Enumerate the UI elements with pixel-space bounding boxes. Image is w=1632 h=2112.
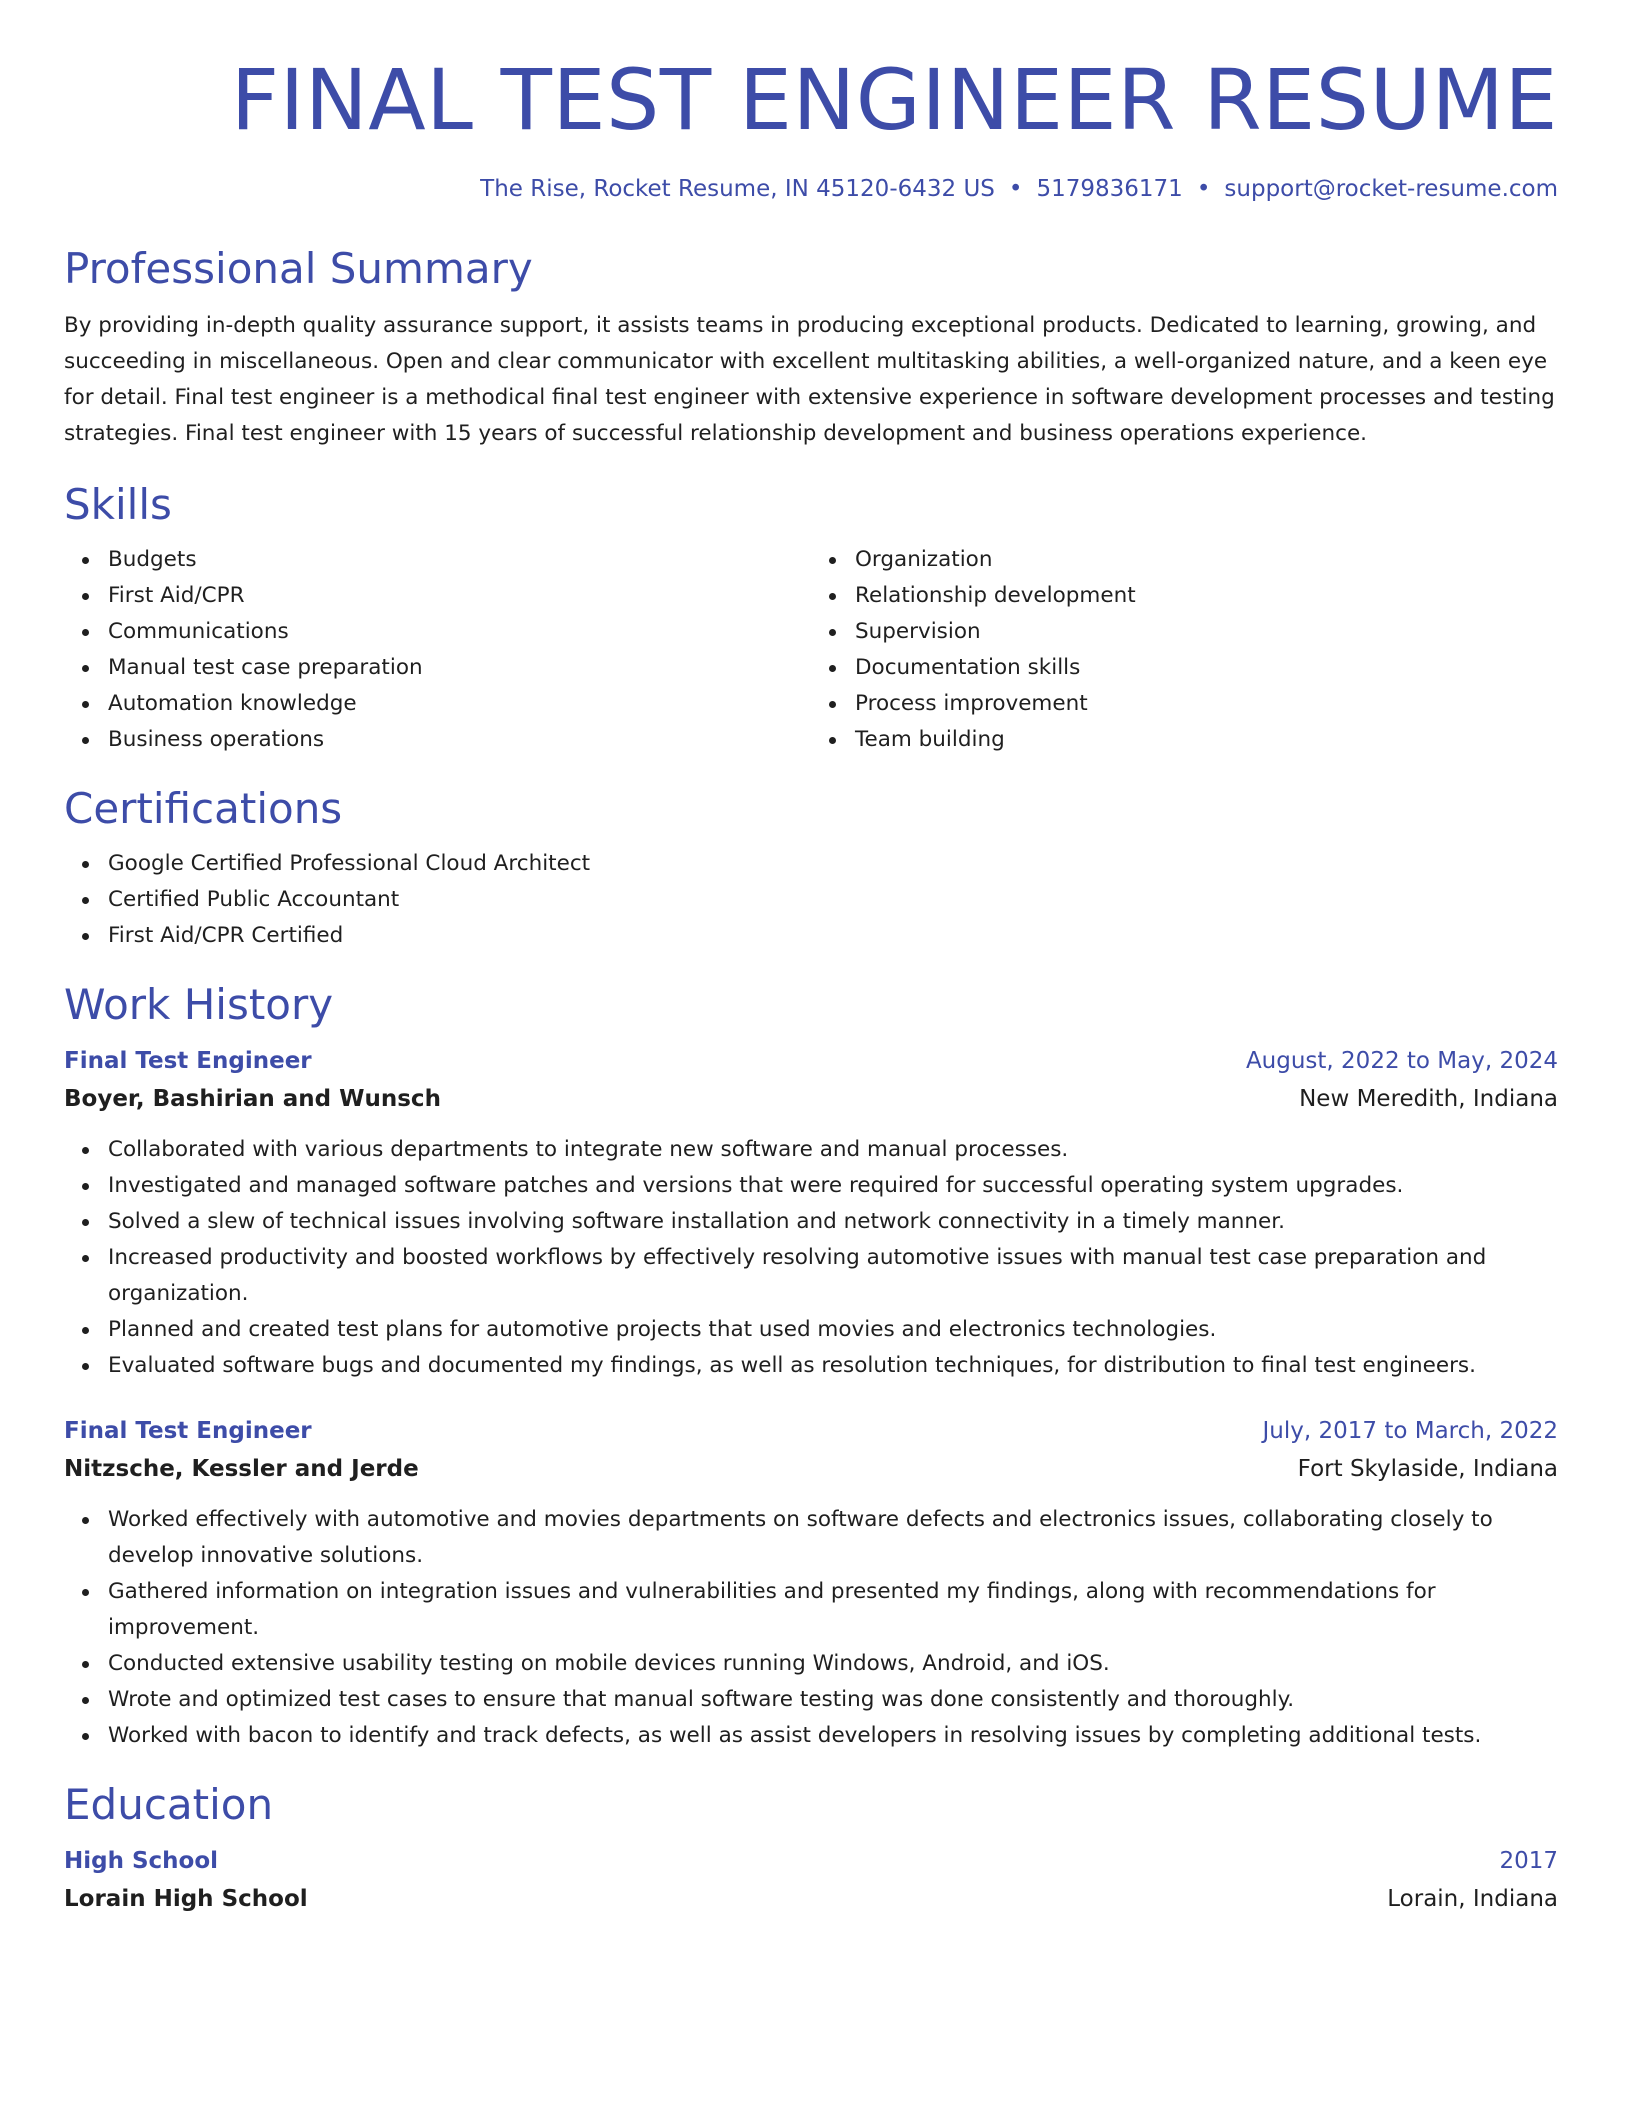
job-bullet: Planned and created test plans for automotive projects that used movies and electronics technologies.	[108, 1312, 1558, 1348]
certification-item: First Aid/CPR Certified	[108, 918, 1558, 954]
job-bullets	[64, 1502, 1558, 1754]
education-heading: Education	[64, 1780, 274, 1829]
certification-item: Certified Public Accountant	[108, 882, 1558, 918]
skill-item: Manual test case preparation	[108, 650, 811, 686]
work-history-heading: Work History	[64, 980, 334, 1029]
skill-item: First Aid/CPR	[108, 578, 811, 614]
summary-heading: Professional Summary	[64, 244, 533, 293]
resume-page	[64, 0, 1558, 1918]
job-bullet: Wrote and optimized test cases to ensure that manual software testing was done consistently and thoroughly.	[108, 1682, 1558, 1718]
job-location: New Meredith, Indiana	[1299, 1086, 1558, 1112]
education-entry	[64, 1842, 1558, 1918]
skills-list-left	[64, 542, 811, 758]
job-entry	[64, 1042, 1558, 1384]
skills-columns	[64, 542, 1558, 758]
contact-separator: •	[1008, 176, 1023, 202]
job-title-row	[64, 1042, 1558, 1080]
job-bullet: Increased productivity and boosted workflows by effectively resolving automotive issues with manual test case preparation and organization.	[108, 1240, 1558, 1312]
job-bullet: Solved a slew of technical issues involving software installation and network connectivity in a timely manner.	[108, 1204, 1558, 1240]
skill-item: Team building	[855, 722, 1558, 758]
job-company: Nitzsche, Kessler and Jerde	[64, 1456, 419, 1482]
contact-separator: •	[1196, 176, 1211, 202]
skill-item: Documentation skills	[855, 650, 1558, 686]
job-company: Boyer, Bashirian and Wunsch	[64, 1086, 441, 1112]
skills-heading: Skills	[64, 480, 172, 529]
summary-text: By providing in-depth quality assurance support, it assists teams in producing exceptional products. Dedicated to learning, growing, and succeeding in miscellaneous. Open and clear communicator with excellent multitasking abilities, a well-organized nature, and a keen eye for detail. Final test engineer is a methodical final test engineer with extensive experience in software development processes and testing strategies. Final test engineer with 15 years of successful relationship development and business operations experience.	[64, 313, 1555, 446]
skill-item: Automation knowledge	[108, 686, 811, 722]
certifications-heading: Certifications	[64, 784, 343, 833]
contact-email[interactable]: support@rocket-resume.com	[1224, 176, 1558, 202]
job-bullet: Evaluated software bugs and documented my findings, as well as resolution techniques, for distribution to final test engineers.	[108, 1348, 1558, 1384]
skill-item: Budgets	[108, 542, 811, 578]
certifications-list	[64, 846, 1558, 954]
education-school-row	[64, 1880, 1558, 1918]
job-dates: July, 2017 to March, 2022	[1262, 1418, 1558, 1444]
contact-phone: 5179836171	[1036, 176, 1183, 202]
resume-title: FINAL TEST ENGINEER RESUME	[230, 51, 1558, 149]
contact-line	[64, 176, 1558, 202]
education-year: 2017	[1499, 1848, 1558, 1874]
skill-item: Process improvement	[855, 686, 1558, 722]
job-bullets	[64, 1132, 1558, 1384]
contact-address: The Rise, Rocket Resume, IN 45120-6432 US	[480, 176, 995, 202]
job-entry	[64, 1412, 1558, 1754]
job-company-row	[64, 1080, 1558, 1118]
job-location: Fort Skylaside, Indiana	[1297, 1456, 1558, 1482]
education-location: Lorain, Indiana	[1387, 1886, 1558, 1912]
skill-item: Communications	[108, 614, 811, 650]
skills-list-right	[811, 542, 1558, 758]
job-bullet: Worked with bacon to identify and track defects, as well as assist developers in resolving issues by completing additional tests.	[108, 1718, 1558, 1754]
skill-item: Business operations	[108, 722, 811, 758]
skill-item: Relationship development	[855, 578, 1558, 614]
job-role: Final Test Engineer	[64, 1048, 312, 1074]
job-dates: August, 2022 to May, 2024	[1245, 1048, 1558, 1074]
education-degree: High School	[64, 1848, 219, 1874]
job-role: Final Test Engineer	[64, 1418, 312, 1444]
job-title-row	[64, 1412, 1558, 1450]
skill-item: Organization	[855, 542, 1558, 578]
job-bullet: Collaborated with various departments to integrate new software and manual processes.	[108, 1132, 1558, 1168]
education-title-row	[64, 1842, 1558, 1880]
skill-item: Supervision	[855, 614, 1558, 650]
job-company-row	[64, 1450, 1558, 1488]
job-bullet: Conducted extensive usability testing on mobile devices running Windows, Android, and iOS.	[108, 1646, 1558, 1682]
certification-item: Google Certified Professional Cloud Architect	[108, 846, 1558, 882]
education-school: Lorain High School	[64, 1886, 308, 1912]
job-bullet: Worked effectively with automotive and movies departments on software defects and electronics issues, collaborating closely to develop innovative solutions.	[108, 1502, 1558, 1574]
job-bullet: Investigated and managed software patches and versions that were required for successful operating system upgrades.	[108, 1168, 1558, 1204]
job-bullet: Gathered information on integration issues and vulnerabilities and presented my findings, along with recommendations for improvement.	[108, 1574, 1558, 1646]
